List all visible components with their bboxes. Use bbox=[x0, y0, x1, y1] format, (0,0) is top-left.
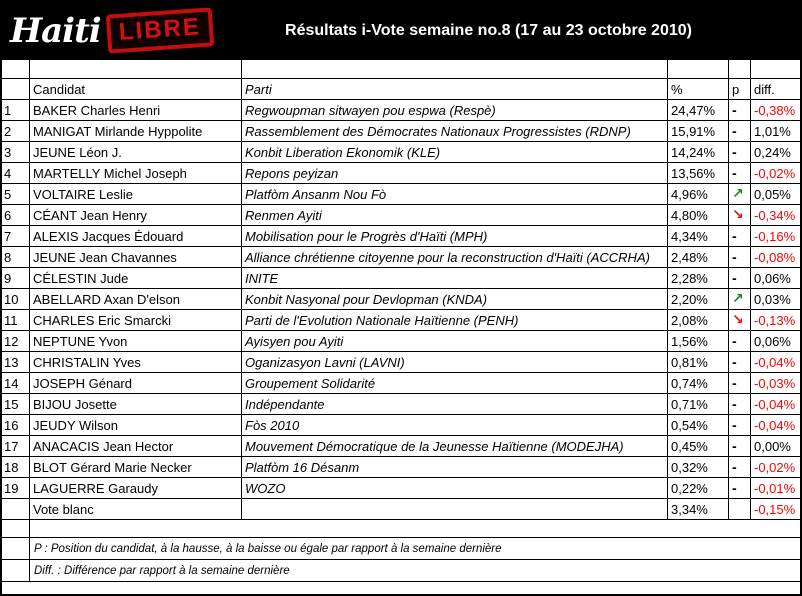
equal-dash-icon: - bbox=[732, 333, 737, 349]
party-cell: Konbit Nasyonal pour Devlopman (KNDA) bbox=[242, 289, 668, 310]
party-cell: WOZO bbox=[242, 478, 668, 499]
rank-cell: 10 bbox=[1, 289, 30, 310]
percent-cell: 3,34% bbox=[668, 499, 729, 520]
footnote-diff: Diff. : Différence par rapport à la semaine dernière bbox=[30, 560, 802, 582]
party-cell: Alliance chrétienne citoyenne pour la reconstruction d'Haïti (ACCRHA) bbox=[242, 247, 668, 268]
equal-dash-icon: - bbox=[732, 438, 737, 454]
table-row bbox=[1, 499, 802, 520]
equal-dash-icon: - bbox=[732, 354, 737, 370]
table-row bbox=[1, 352, 802, 373]
diff-cell: 0,06% bbox=[751, 331, 802, 352]
rank-cell: 16 bbox=[1, 415, 30, 436]
candidate-cell: Vote blanc bbox=[30, 499, 242, 520]
candidate-cell: MANIGAT Mirlande Hyppolite bbox=[30, 121, 242, 142]
haitilibre-logo bbox=[2, 11, 237, 50]
percent-cell: 4,96% bbox=[668, 184, 729, 205]
haiti-logo-text: Haiti bbox=[10, 10, 101, 51]
rank-cell: 7 bbox=[1, 226, 30, 247]
trend-down-icon: ↘ bbox=[732, 207, 744, 223]
libre-stamp: LIBRE bbox=[105, 7, 213, 53]
party-cell: Mouvement Démocratique de la Jeunesse Haïtienne (MODEJHA) bbox=[242, 436, 668, 457]
results-tbody bbox=[1, 60, 802, 582]
party-cell: Indépendante bbox=[242, 394, 668, 415]
candidate-cell: JEUNE Léon J. bbox=[30, 142, 242, 163]
rank-cell: 1 bbox=[1, 100, 30, 121]
party-cell: Fòs 2010 bbox=[242, 415, 668, 436]
equal-dash-icon: - bbox=[732, 459, 737, 475]
candidate-cell: VOLTAIRE Leslie bbox=[30, 184, 242, 205]
party-cell: INITE bbox=[242, 268, 668, 289]
table-row bbox=[1, 394, 802, 415]
trend-down-icon: ↘ bbox=[732, 312, 744, 328]
equal-dash-icon: - bbox=[732, 396, 737, 412]
diff-cell: -0,02% bbox=[751, 163, 802, 184]
percent-cell: 0,81% bbox=[668, 352, 729, 373]
table-row bbox=[1, 373, 802, 394]
party-cell: Rassemblement des Démocrates Nationaux Progressistes (RDNP) bbox=[242, 121, 668, 142]
equal-dash-icon: - bbox=[732, 249, 737, 265]
diff-cell: 0,00% bbox=[751, 436, 802, 457]
table-row bbox=[1, 247, 802, 268]
percent-cell: 1,56% bbox=[668, 331, 729, 352]
equal-dash-icon: - bbox=[732, 123, 737, 139]
position-cell bbox=[729, 205, 751, 226]
equal-dash-icon: - bbox=[732, 102, 737, 118]
equal-dash-icon: - bbox=[732, 375, 737, 391]
rank-cell: 8 bbox=[1, 247, 30, 268]
equal-dash-icon: - bbox=[732, 270, 737, 286]
rank-cell: 5 bbox=[1, 184, 30, 205]
percent-cell: 2,28% bbox=[668, 268, 729, 289]
table-row bbox=[1, 205, 802, 226]
equal-dash-icon: - bbox=[732, 228, 737, 244]
rank-cell: 9 bbox=[1, 268, 30, 289]
table-row bbox=[1, 331, 802, 352]
rank-cell: 12 bbox=[1, 331, 30, 352]
position-cell bbox=[729, 499, 751, 520]
party-cell: Platfòm 16 Désanm bbox=[242, 457, 668, 478]
diff-cell: -0,04% bbox=[751, 352, 802, 373]
percent-cell: 13,56% bbox=[668, 163, 729, 184]
equal-dash-icon: - bbox=[732, 480, 737, 496]
candidate-cell: ANACACIS Jean Hector bbox=[30, 436, 242, 457]
footnote-row-diff bbox=[1, 560, 802, 582]
table-row bbox=[1, 226, 802, 247]
percent-cell: 2,20% bbox=[668, 289, 729, 310]
party-cell: Groupement Solidarité bbox=[242, 373, 668, 394]
position-cell bbox=[729, 457, 751, 478]
position-cell bbox=[729, 247, 751, 268]
party-cell: Konbit Liberation Ekonomik (KLE) bbox=[242, 142, 668, 163]
table-row bbox=[1, 142, 802, 163]
page-title: Résultats i-Vote semaine no.8 (17 au 23 octobre 2010) bbox=[285, 21, 692, 39]
candidate-cell: BIJOU Josette bbox=[30, 394, 242, 415]
party-cell: Renmen Ayiti bbox=[242, 205, 668, 226]
column-header-diff: diff. bbox=[751, 79, 802, 100]
party-cell bbox=[242, 499, 668, 520]
column-header-rank bbox=[1, 79, 30, 100]
party-cell: Ayisyen pou Ayiti bbox=[242, 331, 668, 352]
percent-cell: 0,45% bbox=[668, 436, 729, 457]
trend-up-icon: ↗ bbox=[732, 186, 744, 202]
party-cell: Oganizasyon Lavni (LAVNI) bbox=[242, 352, 668, 373]
rank-cell: 17 bbox=[1, 436, 30, 457]
rank-cell: 11 bbox=[1, 310, 30, 331]
percent-cell: 2,48% bbox=[668, 247, 729, 268]
diff-cell: -0,34% bbox=[751, 205, 802, 226]
equal-dash-icon: - bbox=[732, 144, 737, 160]
rank-cell: 4 bbox=[1, 163, 30, 184]
position-cell bbox=[729, 394, 751, 415]
diff-cell: -0,08% bbox=[751, 247, 802, 268]
diff-cell: -0,13% bbox=[751, 310, 802, 331]
percent-cell: 0,32% bbox=[668, 457, 729, 478]
party-cell: Repons peyizan bbox=[242, 163, 668, 184]
candidate-cell: JEUDY Wilson bbox=[30, 415, 242, 436]
party-cell: Regwoupman sitwayen pou espwa (Respè) bbox=[242, 100, 668, 121]
footnote-p: P : Position du candidat, à la hausse, à la baisse ou égale par rapport à la semaine dernière bbox=[30, 538, 802, 560]
percent-cell: 0,74% bbox=[668, 373, 729, 394]
candidate-cell: MARTELLY Michel Joseph bbox=[30, 163, 242, 184]
diff-cell: 0,03% bbox=[751, 289, 802, 310]
position-cell bbox=[729, 184, 751, 205]
percent-cell: 24,47% bbox=[668, 100, 729, 121]
position-cell bbox=[729, 436, 751, 457]
diff-cell: -0,03% bbox=[751, 373, 802, 394]
table-row bbox=[1, 478, 802, 499]
equal-dash-icon: - bbox=[732, 165, 737, 181]
rank-cell: 6 bbox=[1, 205, 30, 226]
percent-cell: 15,91% bbox=[668, 121, 729, 142]
candidate-cell: BLOT Gérard Marie Necker bbox=[30, 457, 242, 478]
percent-cell: 0,71% bbox=[668, 394, 729, 415]
candidate-cell: CÉLESTIN Jude bbox=[30, 268, 242, 289]
position-cell bbox=[729, 163, 751, 184]
candidate-cell: NEPTUNE Yvon bbox=[30, 331, 242, 352]
rank-cell: 18 bbox=[1, 457, 30, 478]
percent-cell: 4,34% bbox=[668, 226, 729, 247]
table-header-row bbox=[1, 79, 802, 100]
party-cell: Platfòm Ansanm Nou Fò bbox=[242, 184, 668, 205]
position-cell bbox=[729, 142, 751, 163]
rank-cell: 2 bbox=[1, 121, 30, 142]
candidate-cell: CHRISTALIN Yves bbox=[30, 352, 242, 373]
diff-cell: 0,06% bbox=[751, 268, 802, 289]
party-cell: Parti de l'Evolution Nationale Haïtienne (PENH) bbox=[242, 310, 668, 331]
candidate-cell: ALEXIS Jacques Édouard bbox=[30, 226, 242, 247]
diff-cell: -0,04% bbox=[751, 394, 802, 415]
column-header-parti: Parti bbox=[242, 79, 668, 100]
footnote-row-p bbox=[1, 538, 802, 560]
position-cell bbox=[729, 478, 751, 499]
rank-cell bbox=[1, 499, 30, 520]
diff-cell: -0,02% bbox=[751, 457, 802, 478]
rank-cell: 13 bbox=[1, 352, 30, 373]
results-table bbox=[0, 59, 802, 582]
column-header-position: p bbox=[729, 79, 751, 100]
position-cell bbox=[729, 100, 751, 121]
table-row bbox=[1, 289, 802, 310]
table-row bbox=[1, 268, 802, 289]
percent-cell: 0,22% bbox=[668, 478, 729, 499]
position-cell bbox=[729, 226, 751, 247]
spacer-row bbox=[1, 60, 802, 79]
header-bar bbox=[2, 2, 800, 59]
position-cell bbox=[729, 352, 751, 373]
percent-cell: 0,54% bbox=[668, 415, 729, 436]
table-row bbox=[1, 121, 802, 142]
equal-dash-icon: - bbox=[732, 417, 737, 433]
column-header-percent: % bbox=[668, 79, 729, 100]
diff-cell: -0,16% bbox=[751, 226, 802, 247]
diff-cell: -0,01% bbox=[751, 478, 802, 499]
rank-cell: 3 bbox=[1, 142, 30, 163]
diff-cell: -0,04% bbox=[751, 415, 802, 436]
diff-cell: 0,24% bbox=[751, 142, 802, 163]
table-row bbox=[1, 436, 802, 457]
percent-cell: 4,80% bbox=[668, 205, 729, 226]
candidate-cell: JEUNE Jean Chavannes bbox=[30, 247, 242, 268]
diff-cell: 0,05% bbox=[751, 184, 802, 205]
rank-cell: 19 bbox=[1, 478, 30, 499]
candidate-cell: JOSEPH Génard bbox=[30, 373, 242, 394]
candidate-cell: ABELLARD Axan D'elson bbox=[30, 289, 242, 310]
column-header-candidat: Candidat bbox=[30, 79, 242, 100]
position-cell bbox=[729, 268, 751, 289]
candidate-cell: LAGUERRE Garaudy bbox=[30, 478, 242, 499]
candidate-cell: CHARLES Eric Smarcki bbox=[30, 310, 242, 331]
spacer-row bbox=[1, 520, 802, 538]
table-row bbox=[1, 310, 802, 331]
table-row bbox=[1, 457, 802, 478]
rank-cell: 15 bbox=[1, 394, 30, 415]
position-cell bbox=[729, 373, 751, 394]
percent-cell: 14,24% bbox=[668, 142, 729, 163]
party-cell: Mobilisation pour le Progrès d'Haïti (MPH) bbox=[242, 226, 668, 247]
candidate-cell: BAKER Charles Henri bbox=[30, 100, 242, 121]
diff-cell: -0,15% bbox=[751, 499, 802, 520]
percent-cell: 2,08% bbox=[668, 310, 729, 331]
table-row bbox=[1, 163, 802, 184]
table-row bbox=[1, 415, 802, 436]
position-cell bbox=[729, 121, 751, 142]
table-row bbox=[1, 100, 802, 121]
diff-cell: -0,38% bbox=[751, 100, 802, 121]
position-cell bbox=[729, 331, 751, 352]
position-cell bbox=[729, 289, 751, 310]
position-cell bbox=[729, 415, 751, 436]
position-cell bbox=[729, 310, 751, 331]
table-row bbox=[1, 184, 802, 205]
candidate-cell: CÉANT Jean Henry bbox=[30, 205, 242, 226]
trend-up-icon: ↗ bbox=[732, 291, 744, 307]
diff-cell: 1,01% bbox=[751, 121, 802, 142]
rank-cell: 14 bbox=[1, 373, 30, 394]
